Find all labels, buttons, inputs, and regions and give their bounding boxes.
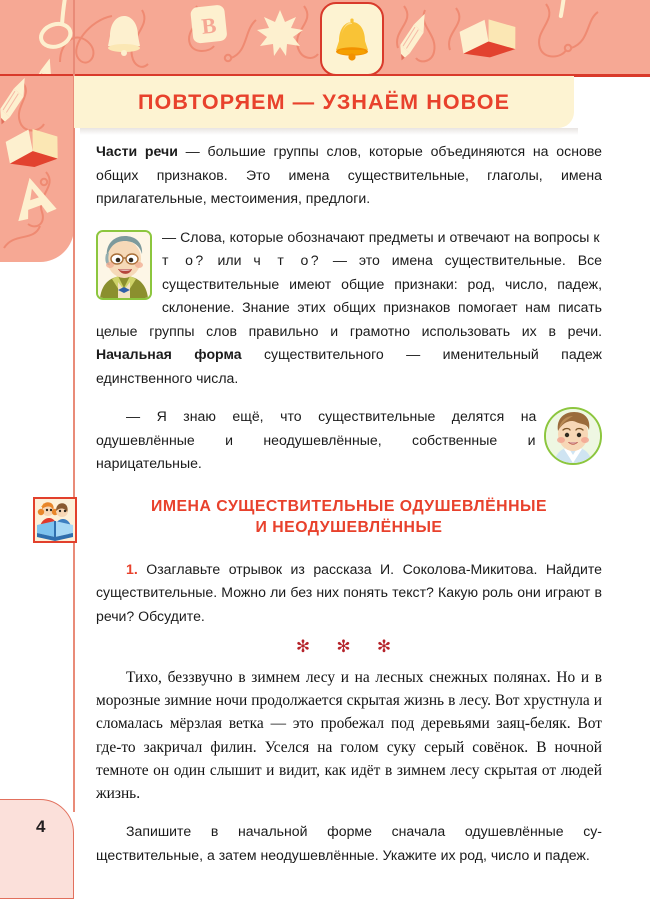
exercise-task — [96, 558, 602, 629]
pencil-icon — [26, 56, 55, 76]
letter-block-icon — [190, 4, 228, 43]
initial-form-term: Начальная форма — [96, 346, 242, 362]
boy-block — [96, 405, 602, 476]
left-decor-panel — [0, 76, 74, 262]
bell-icon — [108, 16, 140, 56]
content-column — [96, 140, 602, 867]
band-decor-svg: В — [0, 0, 650, 76]
prof-text-2: или — [205, 252, 254, 268]
boy-speech: — Я знаю ещё, что существительные делятся на одушевлённые и неодушевлённые, собственные и нарицательные. — [96, 408, 537, 471]
section-heading-line-2: И НЕОДУШЕВЛЁННЫЕ — [255, 518, 443, 536]
page-number: 4 — [36, 817, 46, 836]
page-title: ПОВТОРЯЕМ — УЗНАЁМ НОВОЕ — [137, 89, 511, 114]
asterisk-separator: ✻ ✻ ✻ — [295, 637, 403, 656]
question-kto: к т о? — [162, 228, 602, 268]
pencil-icon — [395, 10, 430, 65]
intro-term: Части речи — [96, 143, 178, 159]
pencil-icon — [0, 76, 30, 128]
literary-passage: Тихо, беззвучно в зимнем лесу и на лесных снежных полянах. Но и в морозные зимние ночи продолжается скрытая жизнь в лесу. Вот хрустнула и сломалась мёрзлая ветка — это пробежал под деревьями заяц-беляк. Вот где-то закричал филин. Уселся на голом суку серый совёнок. В ночной темноте он один слышит и видит, как идёт в зимнем лесу скрытая от людей жизнь. — [96, 669, 602, 803]
prof-text-4: существительного — именительный падеж единственного числа. — [96, 346, 602, 386]
section-title-banner — [74, 76, 574, 128]
professor-avatar — [96, 230, 152, 300]
section-heading — [96, 496, 602, 538]
sidebar-decor-svg — [0, 76, 74, 262]
section-heading-line-1: ИМЕНА СУЩЕСТВИТЕЛЬНЫЕ ОДУШЕВЛЁННЫЕ — [150, 497, 547, 515]
question-chto: ч т о? — [253, 252, 322, 268]
boy-avatar — [544, 407, 602, 465]
prof-text-3: — это имена существительные. Все существительные имеют общие признаки: род, число, падеж, склонение. Знание этих общих признаков помогает нам писать целые группы слов правильно и грамотно использовать их в речи. — [96, 252, 602, 339]
exercise-followup: Запишите в начальной форме сначала одушевлённые существительные, а затем неодушевлённые. Укажите их род, число и падеж. — [96, 823, 602, 863]
intro-paragraph — [96, 140, 602, 211]
page-corner-decoration — [0, 799, 74, 899]
bell-badge — [320, 2, 384, 76]
prof-text-1: Слова, которые обозначают предметы и отвечают на вопросы — [176, 228, 594, 245]
professor-block — [96, 226, 602, 391]
intro-definition: — большие группы слов, которые объединяются на основе общих признаков. Это имена существительные, глаголы, имена прилагательные, местоимения, предлоги. — [96, 143, 602, 206]
magnifier-icon — [549, 0, 594, 16]
banner-shadow — [80, 128, 578, 135]
professor-speech — [96, 226, 602, 391]
maple-leaf-icon — [257, 10, 303, 56]
magnifier-icon — [32, 0, 79, 50]
children-reading-icon — [35, 499, 75, 541]
open-book-icon — [5, 127, 61, 170]
speech-dash: — — [162, 228, 177, 245]
open-book-icon — [459, 17, 518, 60]
exercise-number: 1. — [126, 560, 138, 577]
professor-face-icon — [98, 232, 150, 298]
exercise-task-text: Озаглавьте отрывок из рассказа И. Соколова-Микитова. Найдите существительные. Можно ли без них понять текст? Какую роль они играют в речи? Обсудите. — [96, 560, 602, 624]
boy-face-icon — [546, 409, 600, 463]
children-reading-badge — [33, 497, 77, 543]
bell-icon — [332, 17, 372, 61]
